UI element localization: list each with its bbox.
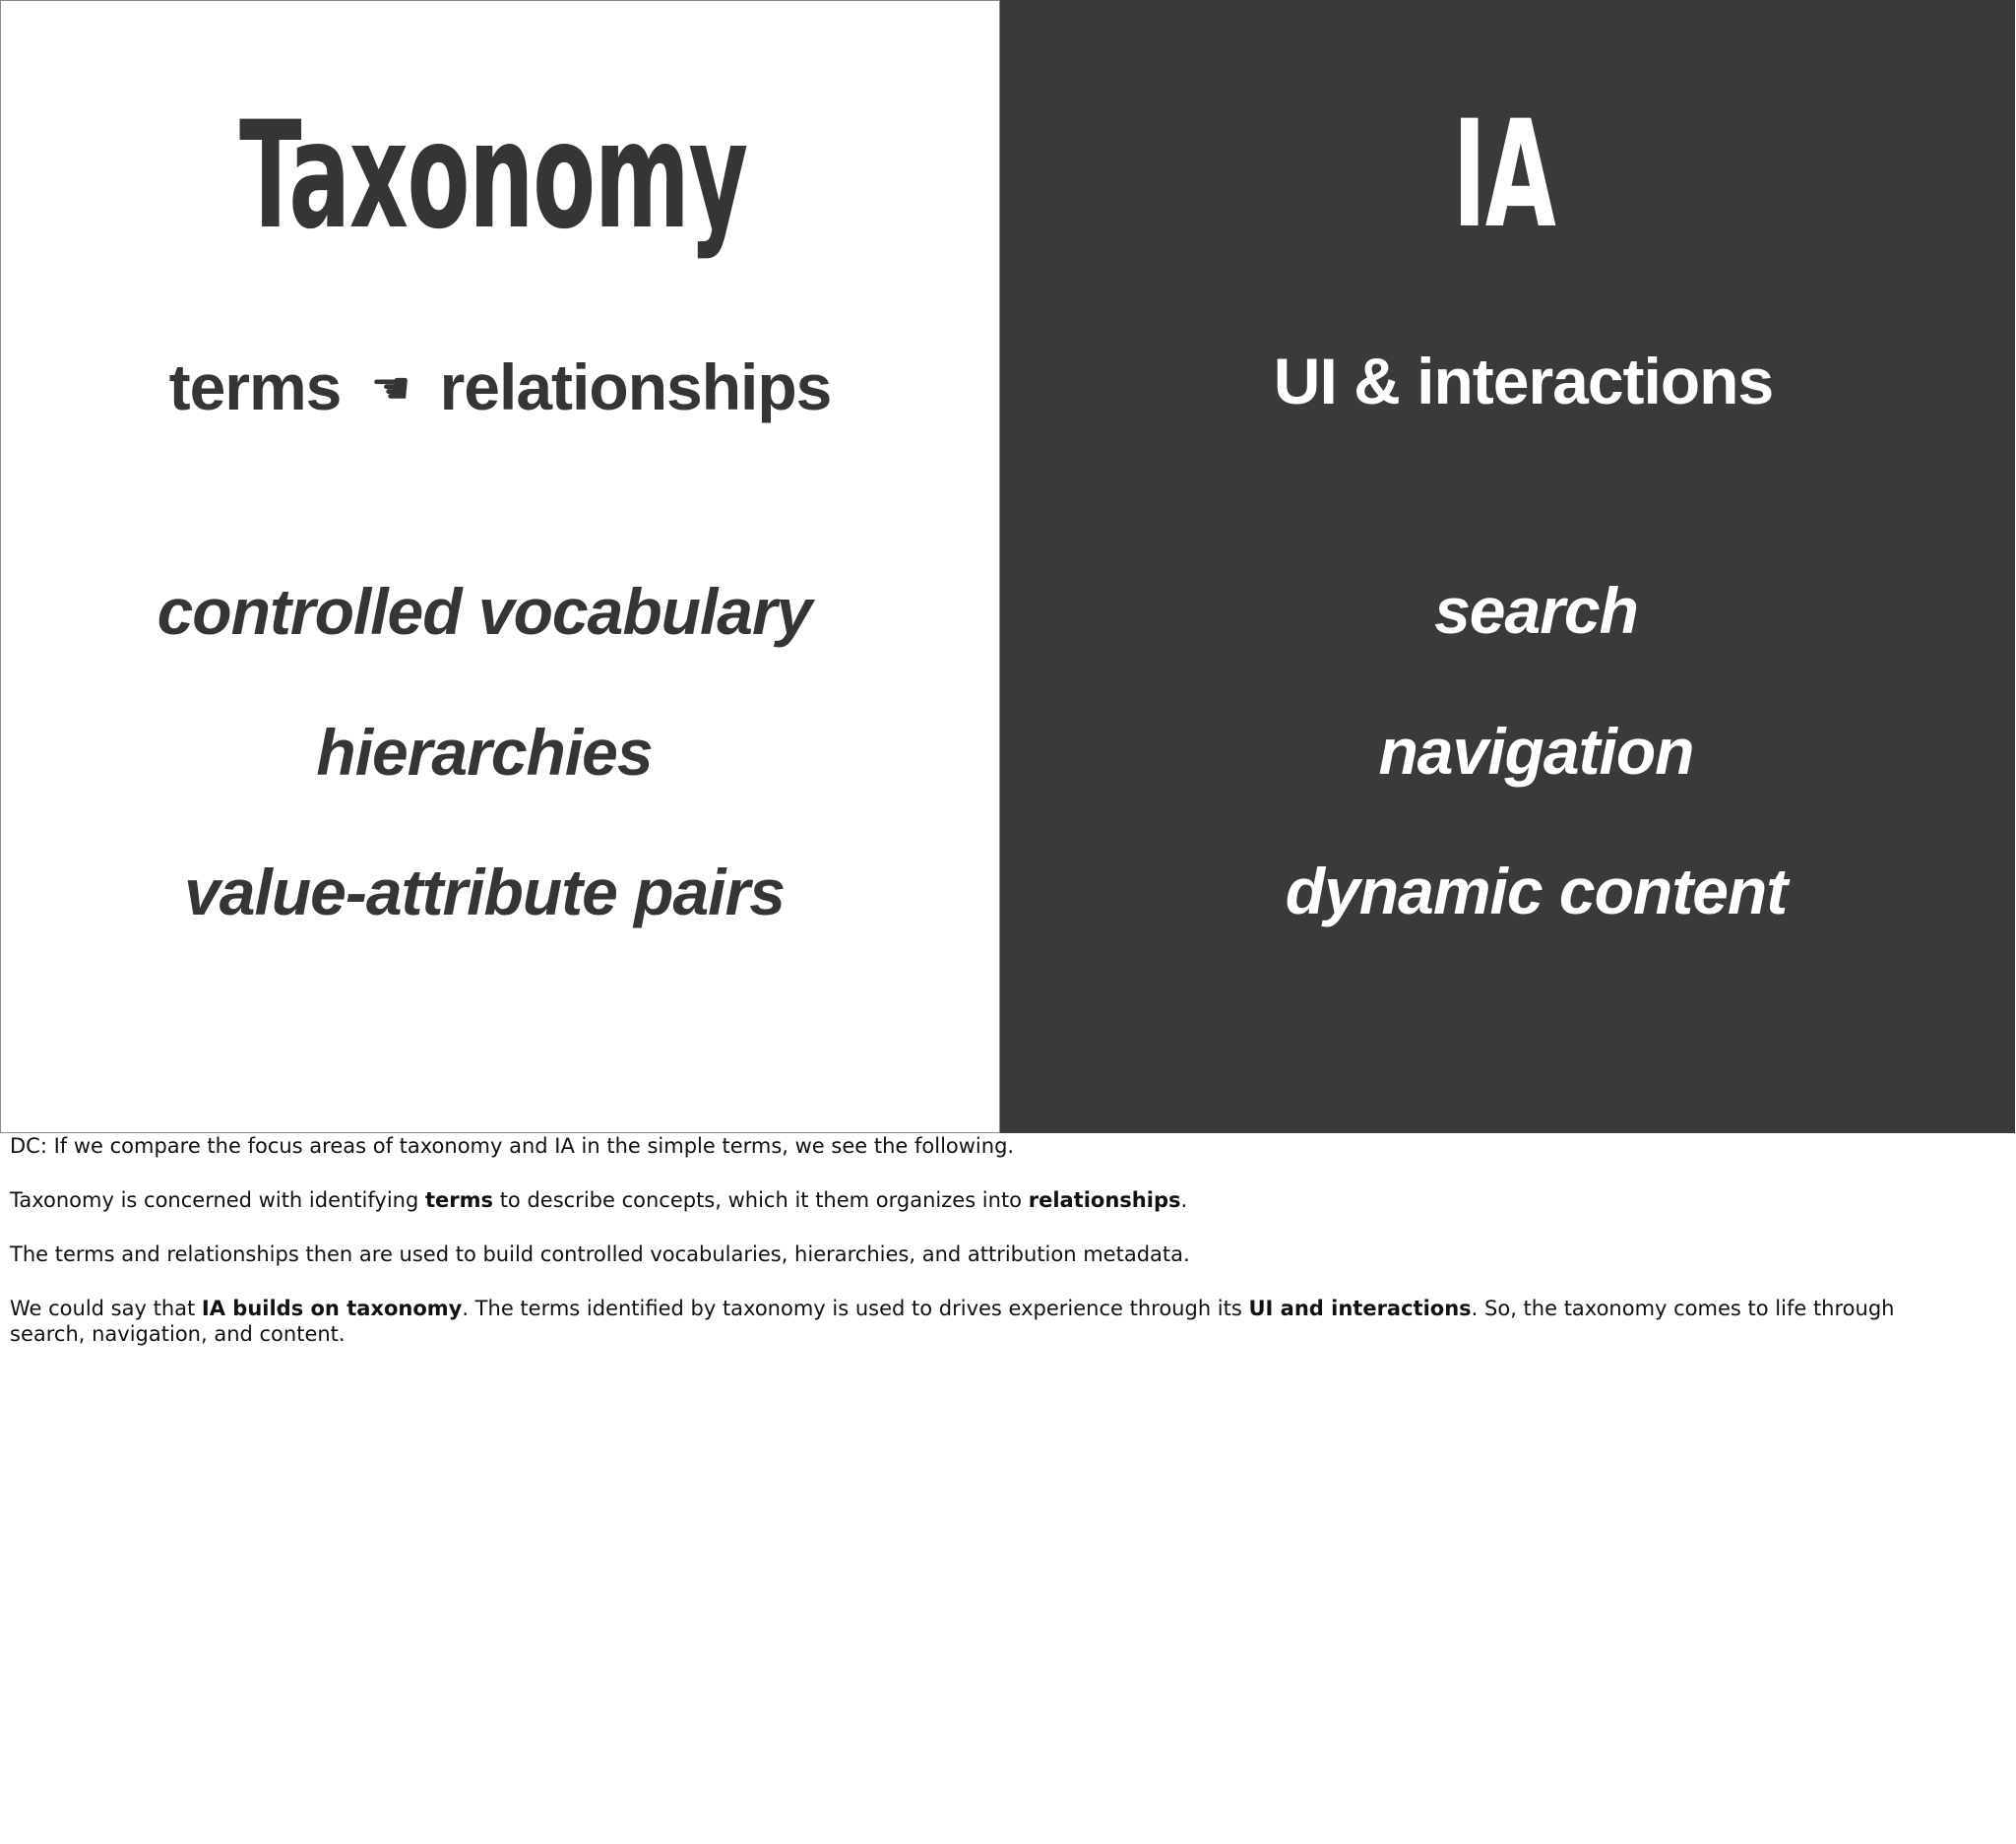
notes-text: We could say that xyxy=(10,1297,202,1320)
notes-bold-text: terms xyxy=(424,1188,494,1212)
notes-text: . The terms identified by taxonomy is used to drives experience through its xyxy=(462,1297,1249,1320)
terms-label: terms xyxy=(168,350,342,423)
ia-item: dynamic content xyxy=(1285,855,1788,927)
taxonomy-item: controlled vocabulary xyxy=(157,575,812,648)
ia-item: navigation xyxy=(1378,715,1694,788)
relationships-label: relationships xyxy=(439,350,832,423)
notes-text: Taxonomy is concerned with identifying xyxy=(10,1188,425,1212)
notes-paragraph: The terms and relationships then are used to build controlled vocabularies, hierarchies, and attribution metadata. xyxy=(10,1242,1190,1266)
ia-title: IA xyxy=(1452,90,1555,261)
notes-bold-text: relationships xyxy=(1028,1188,1181,1212)
notes-bold-text: IA builds on taxonomy xyxy=(201,1297,463,1320)
taxonomy-panel xyxy=(0,0,1000,1133)
ia-item: search xyxy=(1434,574,1638,647)
notes-paragraph: DC: If we compare the focus areas of taxonomy and IA in the simple terms, we see the following. xyxy=(10,1134,1015,1158)
notes-paragraph xyxy=(10,1296,1969,1347)
taxonomy-item: hierarchies xyxy=(316,716,653,789)
notes-text: . So, the taxonomy comes to life through search, navigation, and content. xyxy=(10,1297,1895,1346)
taxonomy-subtitle xyxy=(1,348,999,427)
notes-text: . xyxy=(1180,1188,1188,1212)
notes-bold-text: UI and interactions xyxy=(1248,1297,1472,1320)
notes-text: to describe concepts, which it them organizes into xyxy=(493,1188,1029,1212)
pointing-hand-icon: ☚ xyxy=(370,361,410,414)
ia-panel xyxy=(1000,0,2015,1133)
notes-paragraph xyxy=(10,1187,1969,1213)
taxonomy-title: Taxonomy xyxy=(239,91,747,262)
speaker-notes xyxy=(10,1133,1969,1375)
ia-subtitle: UI & interactions xyxy=(1273,345,1774,417)
taxonomy-item: value-attribute pairs xyxy=(184,856,785,928)
